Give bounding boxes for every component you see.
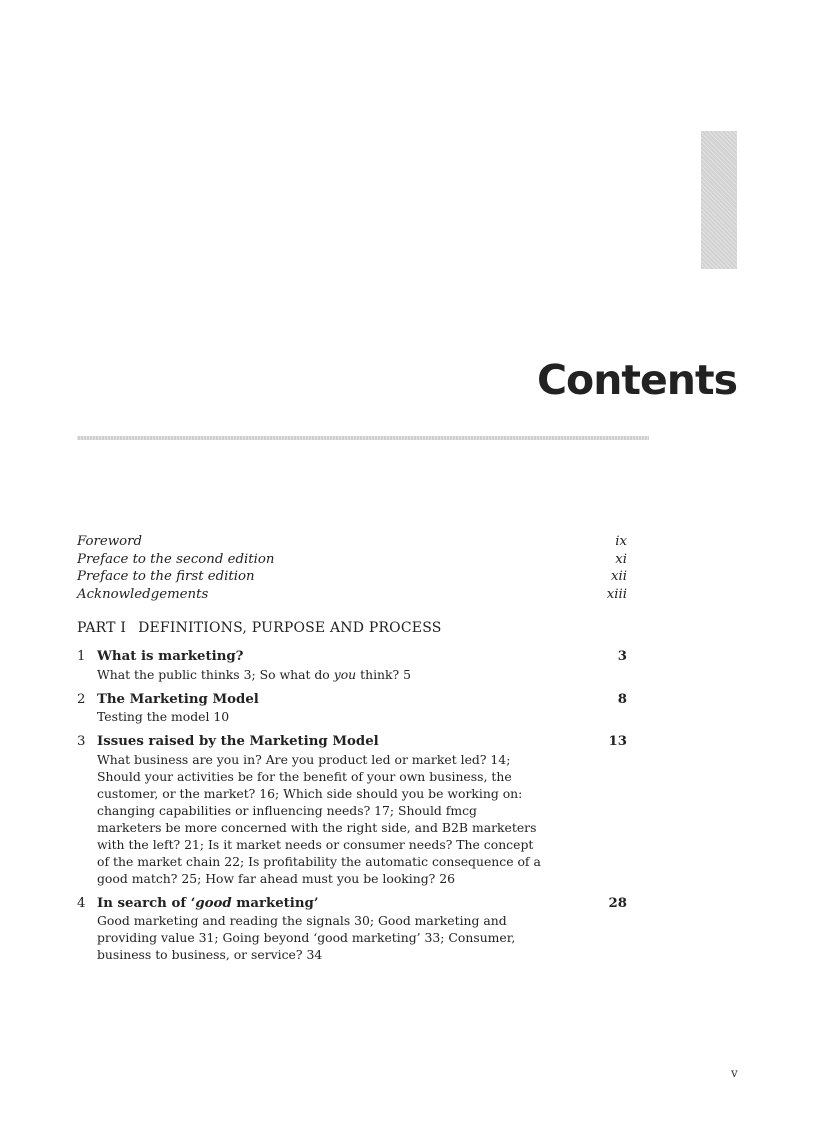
chapter-page-number: 8: [617, 691, 627, 707]
toc-front-matter-acknowledgements[interactable]: [77, 586, 627, 604]
toc-front-matter-preface-first[interactable]: [77, 568, 627, 586]
toc-page-number: xiii: [606, 586, 627, 602]
chapter-title: Issues raised by the Marketing Model: [97, 734, 379, 750]
chapter-title: What is marketing?: [97, 648, 244, 664]
page-folio: v: [731, 1066, 738, 1080]
part-number: PART I: [77, 620, 127, 637]
toc-entry-label: Acknowledgements: [77, 586, 209, 602]
chapter-number: 3: [77, 734, 86, 750]
chapter-sections: What the public thinks 3; So what do you think? 5: [97, 666, 411, 682]
page-title: Contents: [536, 356, 737, 404]
table-of-contents: [77, 533, 627, 963]
chapter-sections: Testing the model 10: [97, 709, 230, 725]
toc-chapter-3[interactable]: [77, 733, 627, 887]
toc-entry-label: Preface to the first edition: [77, 569, 255, 585]
toc-page-number: xi: [615, 551, 627, 567]
part-title: DEFINITIONS, PURPOSE AND PROCESS: [138, 620, 442, 637]
toc-chapter-4[interactable]: [77, 895, 627, 964]
chapter-sections: What business are you in? Are you product led or market led? 14; Should your activities be for the benefit of your own business, the customer, or the market? 16; Which side should you be working on: changing capabilities or influencing needs? 17; Should fmcg marketers be more concerned with the right side, and B2B marketers with the left? 21; Is it market needs or consumer needs? The concept of the market chain 22; Is profitability the automatic consequence of a good match? 25; How far ahead must you be looking? 26: [97, 751, 541, 886]
toc-page-number: ix: [615, 534, 627, 549]
chapter-sections: Good marketing and reading the signals 30; Good marketing and providing value 31; Going beyond ‘good marketing’ 33; Consumer, business to business, or service? 34: [97, 913, 516, 963]
toc-front-matter-preface-second[interactable]: [77, 551, 627, 569]
toc-entry-label: Foreword: [77, 534, 142, 549]
chapter-tab-marker: [701, 131, 737, 269]
chapter-page-number: 3: [617, 648, 627, 664]
toc-chapter-2[interactable]: [77, 691, 627, 726]
toc-page-number: xii: [610, 569, 627, 585]
chapter-title: The Marketing Model: [97, 691, 259, 707]
chapter-number: 4: [77, 895, 86, 911]
toc-chapter-1[interactable]: [77, 648, 627, 683]
chapter-number: 1: [77, 648, 86, 664]
toc-chapter-list: [77, 648, 627, 963]
chapter-page-number: 13: [608, 734, 627, 750]
chapter-number: 2: [77, 691, 86, 707]
toc-part-heading: [77, 620, 627, 638]
chapter-title: In search of ‘good marketing’: [97, 895, 319, 911]
toc-entry-label: Preface to the second edition: [77, 551, 275, 567]
toc-front-matter-foreword[interactable]: [77, 533, 627, 551]
title-rule: [77, 436, 649, 440]
chapter-page-number: 28: [608, 895, 627, 911]
